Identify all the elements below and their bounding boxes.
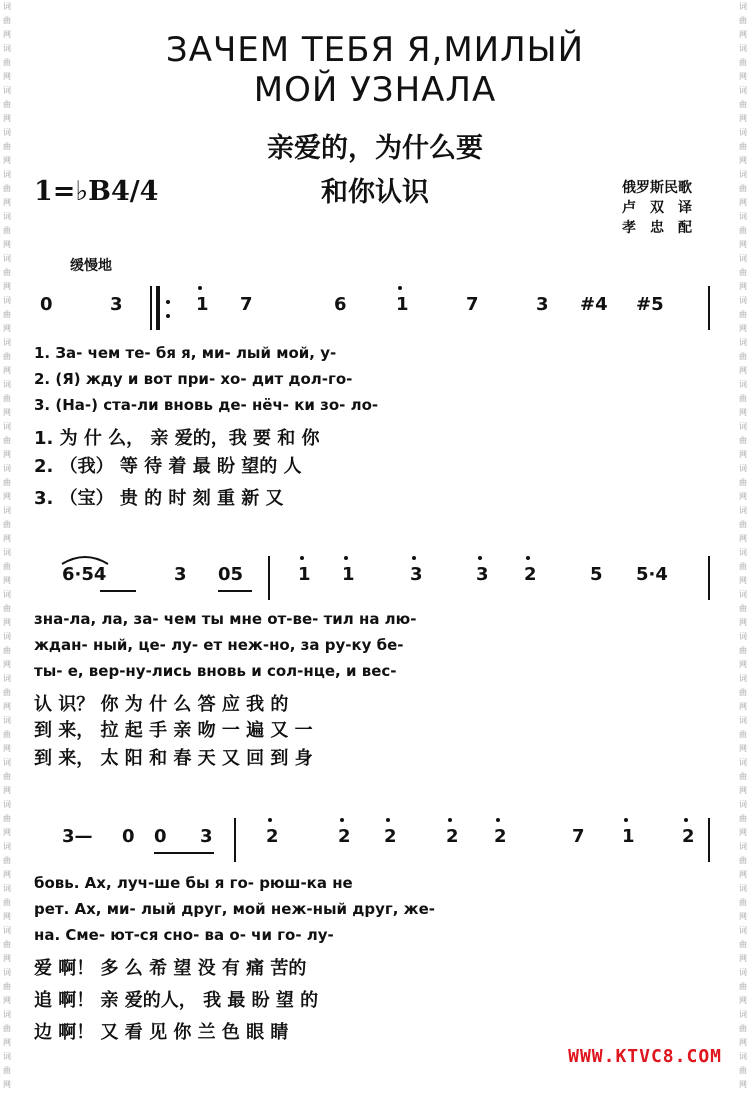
side-watermark-char: 词	[3, 716, 11, 725]
side-watermark-char: 词	[739, 296, 747, 305]
side-watermark-char: 词	[739, 716, 747, 725]
side-watermark-char: 网	[739, 786, 747, 795]
credit-arranger: 孝 忠 配	[622, 220, 692, 236]
side-watermark-char: 词	[739, 926, 747, 935]
note: 3	[110, 294, 123, 315]
side-watermark-char: 词	[3, 968, 11, 977]
side-watermark-char: 曲	[3, 1024, 11, 1033]
note: 0	[154, 826, 167, 847]
side-watermark-char: 曲	[739, 814, 747, 823]
side-watermark-char: 词	[3, 380, 11, 389]
octave-dot	[344, 556, 348, 560]
note: 5·4	[636, 564, 668, 585]
lyric-ru: рет. Ах, ми- лый друг, мой неж-ный друг, же-	[34, 900, 435, 918]
side-watermark-char: 词	[3, 254, 11, 263]
side-watermark-char: 曲	[3, 982, 11, 991]
staff-1	[0, 294, 750, 334]
note: 3	[174, 564, 187, 585]
side-watermark-char: 词	[739, 506, 747, 515]
key-signature: 1=♭B4/4	[34, 176, 159, 207]
side-watermark-char: 词	[3, 422, 11, 431]
side-watermark-char: 词	[3, 884, 11, 893]
lyric-cn: 认 识？ 你 为 什 么 答 应 我 的	[34, 694, 289, 715]
side-watermark-char: 词	[3, 842, 11, 851]
side-watermark-char: 词	[739, 422, 747, 431]
side-watermark-char: 曲	[3, 814, 11, 823]
side-watermark-char: 网	[3, 954, 11, 963]
side-watermark-char: 曲	[3, 142, 11, 151]
side-watermark-char: 词	[3, 464, 11, 473]
side-watermark-char: 曲	[739, 520, 747, 529]
side-watermark-char: 词	[739, 1052, 747, 1061]
side-watermark-char: 曲	[3, 100, 11, 109]
side-watermark-char: 曲	[739, 436, 747, 445]
side-watermark-char: 网	[3, 870, 11, 879]
side-watermark-char: 曲	[3, 730, 11, 739]
side-watermark-char: 网	[3, 576, 11, 585]
note: 3	[410, 564, 423, 585]
side-watermark-char: 网	[3, 702, 11, 711]
side-watermark-char: 曲	[739, 856, 747, 865]
side-watermark-char: 曲	[739, 772, 747, 781]
side-watermark-char: 网	[3, 30, 11, 39]
side-watermark-char: 词	[3, 506, 11, 515]
side-watermark-char: 曲	[739, 646, 747, 655]
side-watermark-char: 词	[739, 842, 747, 851]
side-watermark-char: 词	[3, 212, 11, 221]
side-watermark-char: 网	[739, 576, 747, 585]
note: 0	[40, 294, 53, 315]
note: 7	[466, 294, 479, 315]
bar-line	[268, 556, 270, 600]
side-watermark-char: 曲	[739, 730, 747, 739]
side-watermark-char: 词	[3, 674, 11, 683]
note: 7	[240, 294, 253, 315]
side-watermark-char: 曲	[739, 394, 747, 403]
side-watermark-char: 词	[3, 632, 11, 641]
note: 2	[338, 826, 351, 847]
site-watermark: WWW.KTVC8.COM	[568, 1046, 722, 1067]
side-watermark-char: 曲	[739, 898, 747, 907]
side-watermark-char: 曲	[3, 772, 11, 781]
title-cn-line1: 亲爱的，为什么要	[267, 133, 483, 164]
octave-dot	[684, 818, 688, 822]
side-watermark-char: 词	[739, 464, 747, 473]
octave-dot	[496, 818, 500, 822]
octave-dot	[340, 818, 344, 822]
staff-3	[0, 826, 750, 866]
octave-dot	[300, 556, 304, 560]
side-watermark-char: 网	[3, 240, 11, 249]
side-watermark-char: 网	[3, 72, 11, 81]
bar-line	[708, 286, 710, 330]
side-watermark-char: 曲	[739, 16, 747, 25]
side-watermark-char: 曲	[3, 352, 11, 361]
side-watermark-char: 网	[739, 366, 747, 375]
side-watermark-char: 词	[739, 968, 747, 977]
side-watermark-char: 网	[3, 828, 11, 837]
title-cn-line2: 和你认识	[321, 177, 429, 208]
side-watermark-char: 网	[739, 870, 747, 879]
side-watermark-char: 词	[739, 212, 747, 221]
bar-line	[708, 818, 710, 862]
side-watermark-char: 曲	[739, 1024, 747, 1033]
side-watermark-char: 词	[739, 884, 747, 893]
side-watermark-char: 词	[3, 338, 11, 347]
side-watermark-char: 曲	[3, 310, 11, 319]
side-watermark-char: 网	[3, 156, 11, 165]
side-watermark-char: 词	[3, 1010, 11, 1019]
side-watermark-char: 曲	[739, 982, 747, 991]
note: 5	[590, 564, 603, 585]
side-watermark-char: 曲	[3, 940, 11, 949]
lyric-cn: 到 来， 拉 起 手 亲 吻 一 遍 又 一	[34, 720, 313, 741]
repeat-bar-thick	[156, 286, 160, 330]
side-watermark-char: 网	[3, 786, 11, 795]
beam	[100, 590, 136, 592]
side-watermark-char: 曲	[739, 184, 747, 193]
side-watermark-char: 词	[3, 170, 11, 179]
side-watermark-char: 网	[3, 534, 11, 543]
octave-dot	[386, 818, 390, 822]
lyric-ru: 2. (Я) жду и вот при- хо- дит дол-го-	[34, 370, 353, 388]
side-watermark-char: 曲	[3, 16, 11, 25]
side-watermark-char: 曲	[3, 268, 11, 277]
lyric-cn: 到 来， 太 阳 和 春 天 又 回 到 身	[34, 748, 313, 769]
side-watermark-char: 词	[3, 548, 11, 557]
note: 3	[476, 564, 489, 585]
side-watermark-char: 网	[739, 114, 747, 123]
repeat-bar	[150, 286, 152, 330]
lyric-cn: 爱 啊！ 多 么 希 望 没 有 痛 苦的	[34, 958, 307, 979]
credit-origin: 俄罗斯民歌	[622, 180, 692, 196]
octave-dot	[526, 556, 530, 560]
side-watermark-char: 网	[739, 156, 747, 165]
lyric-ru: 3. (На-) ста-ли вновь де- нёч- ки зо- ло-	[34, 396, 379, 414]
lyric-cn: 1. 为 什 么， 亲 爱的，我 要 和 你	[34, 428, 320, 449]
side-watermark-char: 词	[3, 2, 11, 11]
side-watermark-char: 曲	[739, 1066, 747, 1075]
side-watermark-char: 曲	[3, 562, 11, 571]
octave-dot	[198, 286, 202, 290]
side-watermark-char: 词	[739, 128, 747, 137]
side-watermark-char: 曲	[3, 898, 11, 907]
side-watermark-char: 网	[739, 660, 747, 669]
side-watermark-char: 词	[3, 86, 11, 95]
side-watermark-char: 曲	[739, 562, 747, 571]
side-watermark-char: 网	[739, 30, 747, 39]
title-ru-line2: МОЙ УЗНАЛА	[253, 70, 497, 110]
side-watermark-char: 曲	[739, 142, 747, 151]
side-watermark-char: 网	[739, 240, 747, 249]
octave-dot	[624, 818, 628, 822]
lyric-cn: 3. （宝） 贵 的 时 刻 重 新 又	[34, 488, 284, 509]
side-watermark-char: 曲	[739, 688, 747, 697]
side-watermark-char: 曲	[3, 520, 11, 529]
side-watermark-char: 曲	[739, 268, 747, 277]
note: 2	[682, 826, 695, 847]
note: 2	[524, 564, 537, 585]
side-watermark-char: 网	[3, 1080, 11, 1089]
side-watermark-char: 曲	[3, 856, 11, 865]
note: 7	[572, 826, 585, 847]
side-watermark-char: 网	[739, 1080, 747, 1089]
octave-dot	[398, 286, 402, 290]
note: 2	[266, 826, 279, 847]
side-watermark-char: 词	[3, 926, 11, 935]
side-watermark-char: 网	[3, 618, 11, 627]
side-watermark-char: 词	[3, 128, 11, 137]
beam	[154, 852, 214, 854]
note: 05	[218, 564, 244, 585]
octave-dot	[478, 556, 482, 560]
side-watermark-char: 网	[3, 1038, 11, 1047]
bar-line	[708, 556, 710, 600]
side-watermark-char: 曲	[739, 940, 747, 949]
side-watermark-char: 曲	[739, 478, 747, 487]
side-watermark-char: 网	[739, 324, 747, 333]
title-ru-line1: ЗАЧЕМ ТЕБЯ Я,МИЛЫЙ	[165, 30, 585, 70]
side-watermark-char: 词	[739, 2, 747, 11]
side-watermark-char: 网	[739, 618, 747, 627]
side-watermark-char: 词	[739, 254, 747, 263]
note: 2	[494, 826, 507, 847]
octave-dot	[268, 818, 272, 822]
note: 3—	[62, 826, 93, 847]
side-watermark-char: 曲	[3, 394, 11, 403]
lyric-ru: бовь. Ах, луч-ше бы я го- рюш-ка не	[34, 874, 353, 892]
side-watermark-char: 词	[3, 296, 11, 305]
beam	[218, 590, 252, 592]
note: #4	[580, 294, 608, 315]
side-watermark-char: 曲	[3, 184, 11, 193]
side-watermark-char: 网	[3, 912, 11, 921]
side-watermark-char: 词	[3, 590, 11, 599]
bar-line	[234, 818, 236, 862]
lyric-ru: на. Сме- ют-ся сно- ва о- чи го- лу-	[34, 926, 334, 944]
lyric-ru: зна-ла, ла, за- чем ты мне от-ве- тил на лю-	[34, 610, 417, 628]
side-watermark-char: 曲	[3, 226, 11, 235]
side-watermark-char: 网	[739, 828, 747, 837]
side-watermark-char: 网	[3, 114, 11, 123]
side-watermark-char: 词	[739, 590, 747, 599]
side-watermark-char: 网	[739, 954, 747, 963]
side-watermark-char: 曲	[3, 1066, 11, 1075]
lyric-ru: ты- е, вер-ну-лись вновь и сол-нце, и вес-	[34, 662, 397, 680]
repeat-dot	[166, 314, 170, 318]
note: 3	[200, 826, 213, 847]
side-watermark-char: 曲	[739, 58, 747, 67]
note: 6	[334, 294, 347, 315]
note: 1	[622, 826, 635, 847]
credits	[622, 178, 692, 238]
credit-translator: 卢 双 译	[622, 200, 692, 216]
side-watermark-char: 网	[3, 324, 11, 333]
side-watermark-char: 网	[739, 450, 747, 459]
side-watermark-char: 网	[3, 366, 11, 375]
side-watermark-char: 网	[739, 996, 747, 1005]
lyric-ru: 1. За- чем те- бя я, ми- лый мой, у-	[34, 344, 337, 362]
note: 3	[536, 294, 549, 315]
side-watermark-char: 曲	[3, 604, 11, 613]
note: 2	[384, 826, 397, 847]
note: 1	[396, 294, 409, 315]
side-watermark-char: 词	[739, 170, 747, 179]
side-watermark-char: 词	[739, 674, 747, 683]
side-watermark-char: 词	[3, 758, 11, 767]
note: 1	[298, 564, 311, 585]
side-watermark-char: 词	[739, 44, 747, 53]
lyric-cn: 追 啊！ 亲 爱的人， 我 最 盼 望 的	[34, 990, 319, 1011]
side-watermark-char: 曲	[3, 436, 11, 445]
note: 0	[122, 826, 135, 847]
side-watermark-char: 词	[739, 800, 747, 809]
lyric-cn: 边 啊！ 又 看 见 你 兰 色 眼 睛	[34, 1022, 289, 1043]
side-watermark-char: 网	[739, 1038, 747, 1047]
octave-dot	[448, 818, 452, 822]
side-watermark-char: 曲	[739, 352, 747, 361]
side-watermark-char: 网	[3, 744, 11, 753]
side-watermark-char: 词	[739, 338, 747, 347]
side-watermark-char: 曲	[739, 310, 747, 319]
side-watermark-char: 网	[739, 912, 747, 921]
note: 6·54	[62, 564, 107, 585]
side-watermark-char: 词	[739, 758, 747, 767]
side-watermark-char: 网	[739, 282, 747, 291]
side-watermark-char: 网	[739, 702, 747, 711]
side-watermark-char: 曲	[739, 226, 747, 235]
side-watermark-char: 网	[739, 744, 747, 753]
note: 2	[446, 826, 459, 847]
side-watermark-char: 曲	[739, 604, 747, 613]
lyric-ru: ждан- ный, це- лу- ет неж-но, за ру-ку бе-	[34, 636, 404, 654]
side-watermark-char: 词	[739, 86, 747, 95]
side-watermark-char: 网	[739, 492, 747, 501]
side-watermark-char: 网	[3, 198, 11, 207]
side-watermark-char: 网	[3, 492, 11, 501]
tempo-marking: 缓慢地	[70, 258, 112, 274]
side-watermark-char: 词	[3, 800, 11, 809]
side-watermark-char: 网	[3, 450, 11, 459]
side-watermark-char: 曲	[739, 100, 747, 109]
side-watermark-char: 词	[739, 1010, 747, 1019]
side-watermark-char: 网	[739, 198, 747, 207]
side-watermark-char: 网	[739, 408, 747, 417]
note: 1	[196, 294, 209, 315]
side-watermark-char: 曲	[3, 478, 11, 487]
side-watermark-char: 网	[3, 282, 11, 291]
note: 1	[342, 564, 355, 585]
side-watermark-char: 词	[739, 632, 747, 641]
side-watermark-char: 曲	[3, 58, 11, 67]
side-watermark-char: 词	[739, 380, 747, 389]
repeat-dot	[166, 300, 170, 304]
side-watermark-char: 网	[739, 72, 747, 81]
octave-dot	[412, 556, 416, 560]
side-watermark-char: 词	[3, 1052, 11, 1061]
side-watermark-char: 网	[3, 408, 11, 417]
side-watermark-char: 网	[3, 660, 11, 669]
side-watermark-char: 曲	[3, 646, 11, 655]
side-watermark-char: 曲	[3, 688, 11, 697]
note: #5	[636, 294, 664, 315]
side-watermark-char: 网	[3, 996, 11, 1005]
staff-2	[0, 564, 750, 604]
side-watermark-char: 网	[739, 534, 747, 543]
side-watermark-char: 词	[3, 44, 11, 53]
side-watermark-char: 词	[739, 548, 747, 557]
lyric-cn: 2. （我） 等 待 着 最 盼 望的 人	[34, 456, 302, 477]
